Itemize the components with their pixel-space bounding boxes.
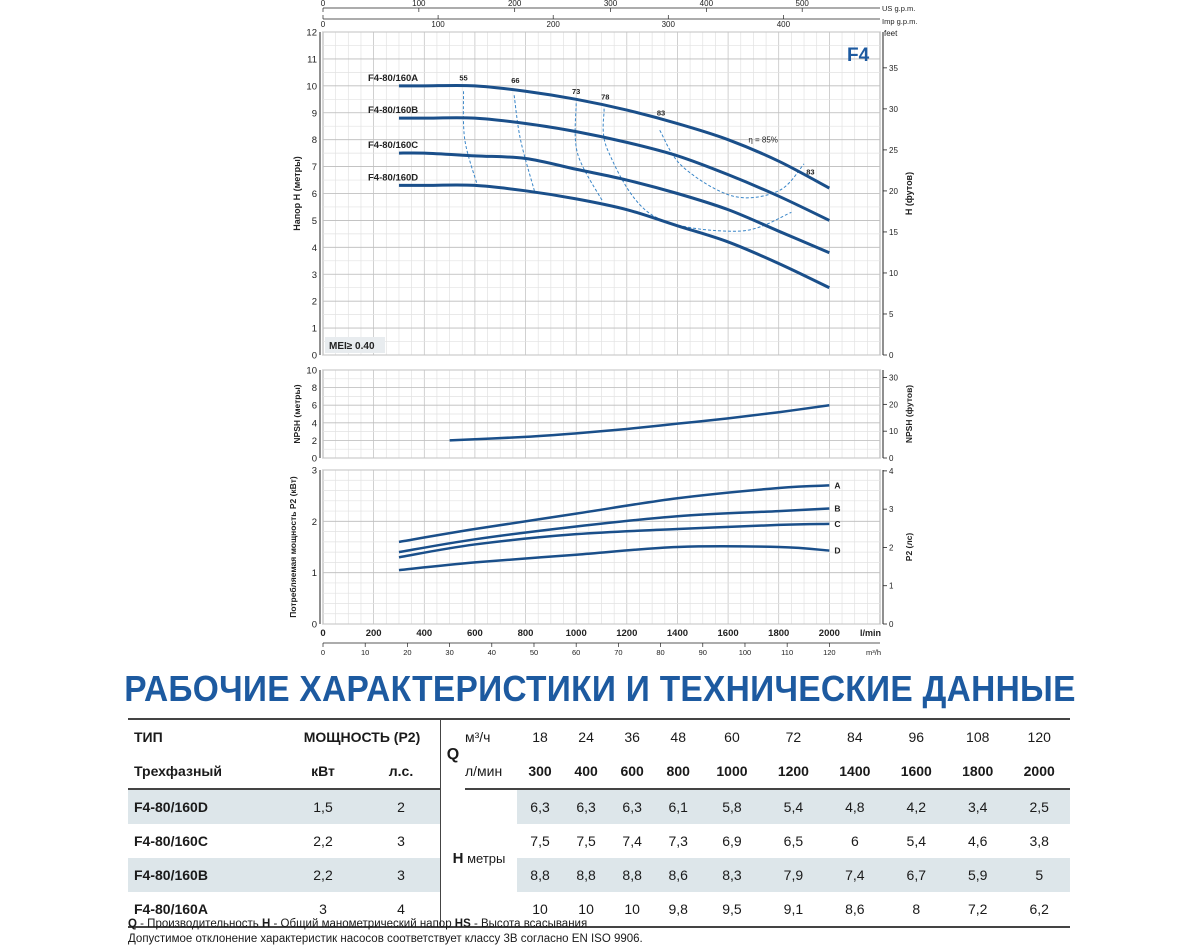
table-header-row-1: [128, 719, 1070, 754]
power-right-tick: 4: [889, 466, 894, 476]
efficiency-value: 55: [459, 73, 468, 83]
x-tick: 2000: [818, 628, 840, 639]
model-name: F4-80/160A: [134, 901, 208, 917]
h-value: 7,3: [668, 833, 688, 849]
mei-label: MEI≥ 0.40: [329, 341, 375, 352]
table-header-row-2: [128, 754, 1070, 789]
q-lmin-value: 2000: [1008, 754, 1070, 789]
h-value: 3,8: [1029, 833, 1049, 849]
head-chart: [292, 0, 917, 362]
power-y-label: Потребляемая мощность P2 (кВт): [288, 476, 298, 618]
q-m3h-value: 72: [763, 719, 824, 754]
imp-gpm-tick: 200: [546, 20, 560, 29]
spec-table: [128, 718, 1070, 928]
h-value: 6: [850, 833, 859, 849]
q-m3h-value: 24: [563, 719, 609, 754]
npsh-y-tick: 2: [311, 435, 317, 447]
q-m3h-value: 108: [947, 719, 1008, 754]
npsh-chart: [292, 366, 914, 465]
h-value: 7,9: [763, 858, 824, 892]
kw-label: кВт: [284, 754, 362, 789]
m3h-tick: 100: [738, 648, 752, 657]
x-tick: 1000: [565, 628, 587, 639]
power-right-tick: 3: [889, 505, 894, 515]
q-m3h-value: 18: [517, 719, 563, 754]
head-y-tick: 2: [311, 296, 317, 308]
h-value: 7,4: [824, 858, 885, 892]
series-label: F4-80/160D: [368, 172, 419, 184]
head-y-tick: 5: [311, 215, 317, 227]
q-lmin-value: 300: [517, 754, 563, 789]
power-y-tick: 2: [311, 516, 317, 528]
m3h-tick: 90: [698, 648, 707, 657]
shared-axes: [320, 628, 881, 665]
q-lmin-value: 1000: [701, 754, 762, 789]
h-value: 6,1: [655, 789, 701, 824]
x-tick: 1800: [768, 628, 790, 639]
power-label: МОЩНОСТЬ (P2): [284, 719, 441, 754]
kw-value: 1,5: [284, 789, 362, 824]
model-name: F4-80/160B: [128, 858, 284, 892]
h-value: 7,5: [576, 833, 596, 849]
x-unit: l/min: [860, 628, 882, 638]
q-lmin-value: 1400: [824, 754, 885, 789]
npsh-y-label: NPSH (метры): [292, 384, 302, 444]
x-tick: 1400: [666, 628, 689, 639]
h-value: 8: [912, 901, 921, 917]
head-right-tick: 20: [889, 186, 898, 196]
head-y-tick: 4: [311, 242, 317, 254]
x-tick: 200: [365, 628, 382, 639]
h-value: 6,3: [609, 789, 655, 824]
efficiency-value: 83: [806, 167, 815, 177]
power-chart: [288, 466, 914, 631]
head-y-tick: 9: [311, 108, 317, 120]
m3h-tick: 110: [781, 648, 794, 657]
h-value: 4,2: [886, 789, 947, 824]
h-value: 8,8: [517, 858, 563, 892]
head-y-right-label: H (футов): [904, 171, 914, 216]
npsh-y-tick: 8: [311, 383, 317, 395]
npsh-right-tick: 10: [889, 427, 898, 437]
q-unit-lmin: л/мин: [465, 754, 517, 789]
table-row: [128, 789, 1070, 824]
power-y-right-label: P2 (лс): [904, 532, 914, 562]
section-heading: РАБОЧИЕ ХАРАКТЕРИСТИКИ И ТЕХНИЧЕСКИЕ ДАННЫЕ: [124, 668, 1076, 709]
power-series-label: A: [834, 480, 841, 491]
q-lmin-value: 400: [563, 754, 609, 789]
head-y-tick: 11: [307, 54, 317, 66]
power-right-tick: 2: [889, 543, 894, 553]
head-right-tick: 15: [889, 227, 898, 237]
head-right-tick: 25: [889, 145, 898, 155]
hp-label: л.с.: [362, 754, 441, 789]
kw-value: 3: [319, 901, 327, 917]
h-value: 8,8: [609, 858, 655, 892]
efficiency-value: 78: [601, 92, 610, 102]
power-series-label: D: [834, 545, 841, 556]
imp-gpm-tick: 300: [661, 20, 675, 29]
h-value: 6,2: [1029, 901, 1049, 917]
npsh-y-tick: 0: [311, 453, 317, 465]
x-tick: 0: [320, 628, 326, 639]
h-value: 6,5: [783, 833, 804, 849]
m3h-tick: 20: [403, 648, 412, 657]
x-tick: 600: [466, 628, 483, 639]
efficiency-value: 83: [656, 108, 666, 118]
head-right-tick: 10: [889, 268, 898, 278]
series-label: F4-80/160A: [368, 72, 419, 84]
h-value: 5: [1008, 858, 1070, 892]
hp-value: 4: [397, 901, 405, 917]
h-value: 6,3: [563, 789, 609, 824]
h-value: 9,5: [722, 901, 742, 917]
h-value: 10: [578, 901, 594, 917]
npsh-right-tick: 0: [889, 454, 894, 463]
h-value: 6,9: [722, 833, 742, 849]
h-value: 9,1: [783, 901, 804, 917]
q-unit-m3h: м³/ч: [465, 719, 517, 754]
efficiency-label: η = 85%: [748, 135, 778, 145]
power-y-tick: 3: [311, 465, 317, 477]
h-value: 10: [532, 901, 548, 917]
imp-gpm-tick: 0: [320, 20, 326, 29]
m3h-unit: m³/h: [866, 648, 881, 657]
npsh-y-tick: 4: [311, 418, 317, 430]
table-row: [128, 824, 1070, 858]
efficiency-value: 73: [572, 86, 581, 96]
m3h-tick: 40: [487, 648, 496, 657]
head-y-tick: 10: [306, 81, 317, 93]
imp-gpm-tick: 400: [776, 20, 791, 29]
imp-gpm-tick: 100: [431, 20, 445, 29]
h-value: 7,2: [967, 901, 988, 917]
hp-value: 3: [362, 858, 441, 892]
m3h-tick: 80: [656, 648, 665, 657]
head-right-tick: 5: [889, 309, 894, 319]
kw-value: 2,2: [313, 833, 333, 849]
us-gpm-tick: 100: [412, 0, 426, 8]
us-gpm-tick: 200: [507, 0, 522, 8]
head-y-tick: 12: [306, 27, 317, 39]
head-y-tick: 1: [311, 323, 317, 335]
q-m3h-value: 48: [655, 719, 701, 754]
series-label: F4-80/160C: [368, 140, 419, 152]
kw-value: 2,2: [284, 858, 362, 892]
m3h-tick: 30: [445, 648, 454, 657]
q-m3h-value: 120: [1008, 719, 1070, 754]
x-tick: 1200: [616, 628, 638, 639]
power-right-tick: 1: [889, 581, 894, 591]
h-value: 5,9: [947, 858, 1008, 892]
h-value: 8,6: [655, 858, 701, 892]
head-y-tick: 6: [311, 189, 317, 200]
model-name: F4-80/160D: [128, 789, 284, 824]
h-value: 5,4: [906, 833, 927, 849]
h-value: 9,8: [668, 901, 688, 917]
h-value: 6,3: [517, 789, 563, 824]
model-name: F4-80/160C: [134, 833, 208, 849]
h-value: 6,7: [886, 858, 947, 892]
q-lmin-value: 1600: [886, 754, 947, 789]
chart-code-label: F4: [847, 45, 870, 66]
h-value: 8,8: [563, 858, 609, 892]
type-label: ТИП: [128, 719, 284, 754]
m3h-tick: 120: [823, 648, 836, 657]
npsh-right-tick: 20: [889, 400, 898, 410]
q-m3h-value: 84: [824, 719, 885, 754]
power-right-tick: 0: [889, 620, 894, 629]
h-value: 5,8: [701, 789, 762, 824]
h-label: H: [452, 849, 464, 867]
m3h-tick: 0: [320, 648, 326, 657]
hp-value: 2: [362, 789, 441, 824]
npsh-right-tick: 30: [889, 373, 898, 383]
us-gpm-tick: 500: [795, 0, 809, 8]
x-label: [537, 664, 657, 665]
h-value: 8,6: [845, 901, 865, 917]
m3h-tick: 70: [614, 648, 623, 657]
power-y-tick: 0: [311, 619, 317, 631]
q-lmin-value: 600: [609, 754, 655, 789]
efficiency-value: 66: [511, 76, 520, 86]
phase-label: Трехфазный: [128, 754, 284, 789]
q-m3h-value: 36: [609, 719, 655, 754]
us-gpm-tick: 400: [699, 0, 714, 8]
footnote-line-1: Q - Производительность H - Общий манометрический напор HS - Высота всасывания: [128, 918, 588, 930]
q-lmin-value: 800: [655, 754, 701, 789]
table-row: [128, 858, 1070, 892]
x-tick: 800: [517, 628, 534, 639]
us-gpm-unit: US g.p.m.: [882, 4, 916, 13]
h-value: 7,5: [530, 833, 550, 849]
head-right-tick: 30: [889, 104, 898, 114]
h-value: 5,4: [763, 789, 824, 824]
q-m3h-value: 96: [886, 719, 947, 754]
h-value: 7,4: [622, 833, 642, 849]
h-value: 2,5: [1008, 789, 1070, 824]
npsh-y-tick: 6: [311, 400, 317, 412]
power-y-tick: 1: [311, 568, 317, 580]
q-lmin-value: 1200: [763, 754, 824, 789]
x-tick: 1600: [717, 628, 739, 639]
m3h-tick: 10: [361, 648, 370, 657]
footnote-line-2: Допустимое отклонение характеристик насосов соответствует классу 3B согласно EN ISO 9906.: [128, 933, 643, 945]
power-series-label: C: [834, 518, 841, 529]
series-label: F4-80/160B: [368, 105, 419, 117]
m3h-tick: 50: [529, 648, 539, 657]
hp-value: 3: [397, 833, 405, 849]
npsh-y-tick: 10: [306, 365, 317, 377]
x-tick: 400: [416, 628, 433, 639]
h-unit: метры: [463, 850, 506, 866]
h-value: 8,3: [701, 858, 762, 892]
h-value: 10: [624, 901, 640, 917]
us-gpm-tick: 300: [603, 0, 618, 8]
h-value: 3,4: [947, 789, 1008, 824]
head-right-unit: feet: [884, 29, 898, 38]
head-y-label: Напор H (метры): [292, 156, 302, 231]
h-label-cell: [441, 789, 518, 927]
imp-gpm-unit: Imp g.p.m.: [882, 17, 918, 26]
head-right-tick: 0: [889, 351, 894, 360]
h-value: 4,6: [967, 833, 988, 849]
npsh-y-right-label: NPSH (футов): [904, 384, 914, 444]
m3h-tick: 60: [572, 648, 581, 657]
power-series-label: B: [834, 503, 841, 514]
head-y-tick: 8: [311, 135, 317, 147]
q-label-cell: Q: [441, 719, 466, 789]
head-y-tick: 7: [311, 162, 317, 174]
q-lmin-value: 1800: [947, 754, 1008, 789]
h-value: 4,8: [824, 789, 885, 824]
us-gpm-tick: 0: [320, 0, 326, 8]
head-y-tick: 3: [311, 269, 317, 281]
head-y-tick: 0: [311, 350, 317, 362]
q-m3h-value: 60: [701, 719, 762, 754]
head-right-tick: 35: [889, 63, 898, 73]
